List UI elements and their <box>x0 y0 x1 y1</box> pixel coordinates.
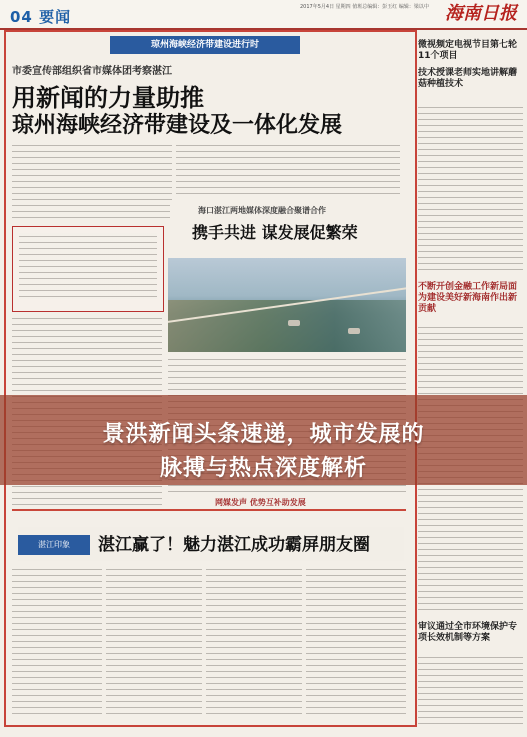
section-title: 04 要闻 <box>10 8 72 26</box>
right-headline-2: 技术授课老师实地讲解蘑菇种植技术 <box>418 68 518 89</box>
harbor-photo <box>168 258 406 352</box>
article-text-block <box>306 566 406 716</box>
overlay-title-line-1: 景洪新闻头条速递，城市发展的 <box>102 422 425 447</box>
article-text-block <box>106 566 202 716</box>
right-headline-4: 审议通过全市环境保护专项长效机制等方案 <box>418 622 518 643</box>
bottom-kicker: 湛江印象 <box>18 535 90 555</box>
article-text-block <box>12 142 172 218</box>
right-column <box>418 32 523 732</box>
main-headline-line-1: 用新闻的力量助推 <box>12 84 204 112</box>
right-text-block <box>418 104 523 274</box>
mid-section-heading: 网媒发声 优势互补助发展 <box>215 498 306 507</box>
photo-boat <box>348 328 360 334</box>
right-text-block <box>418 654 523 724</box>
pull-quote-box <box>12 226 164 312</box>
overlay-title-line-2: 脉搏与热点深度解析 <box>159 456 367 481</box>
bottom-headline: 湛江赢了！魅力湛江成功霸屏朋友圈 <box>98 535 370 555</box>
masthead-logo: 海南日报 <box>445 3 517 24</box>
page-header-bar <box>0 0 527 30</box>
date-line: 2017年5月4日 星期四 值班总编辑：彭玉红 编辑：梁以中 <box>300 4 429 10</box>
pull-quote-text <box>19 233 157 299</box>
photo-boat <box>288 320 300 326</box>
section-rule <box>12 509 406 511</box>
right-headline-3: 不断开创金融工作新局面 为建设美好新海南作出新贡献 <box>418 282 518 314</box>
photo-kicker: 海口湛江两地媒体深度融合聚谱合作 <box>198 206 326 215</box>
overlay-title <box>0 418 527 486</box>
main-kicker: 市委宣传部组织省市媒体团考察湛江 <box>12 66 172 77</box>
article-text-block <box>206 566 302 716</box>
quote-lines <box>19 233 157 299</box>
main-headline-line-2: 琼州海峡经济带建设及一体化发展 <box>12 113 343 138</box>
photo-title: 携手共进 谋发展促繁荣 <box>192 223 358 242</box>
right-headline-1: 微视频定电视节目第七轮11个项目 <box>418 40 518 61</box>
article-text-block <box>176 142 400 198</box>
main-banner: 琼州海峡经济带建设进行时 <box>110 36 300 54</box>
article-text-block <box>12 566 102 716</box>
photo-land <box>168 300 406 352</box>
